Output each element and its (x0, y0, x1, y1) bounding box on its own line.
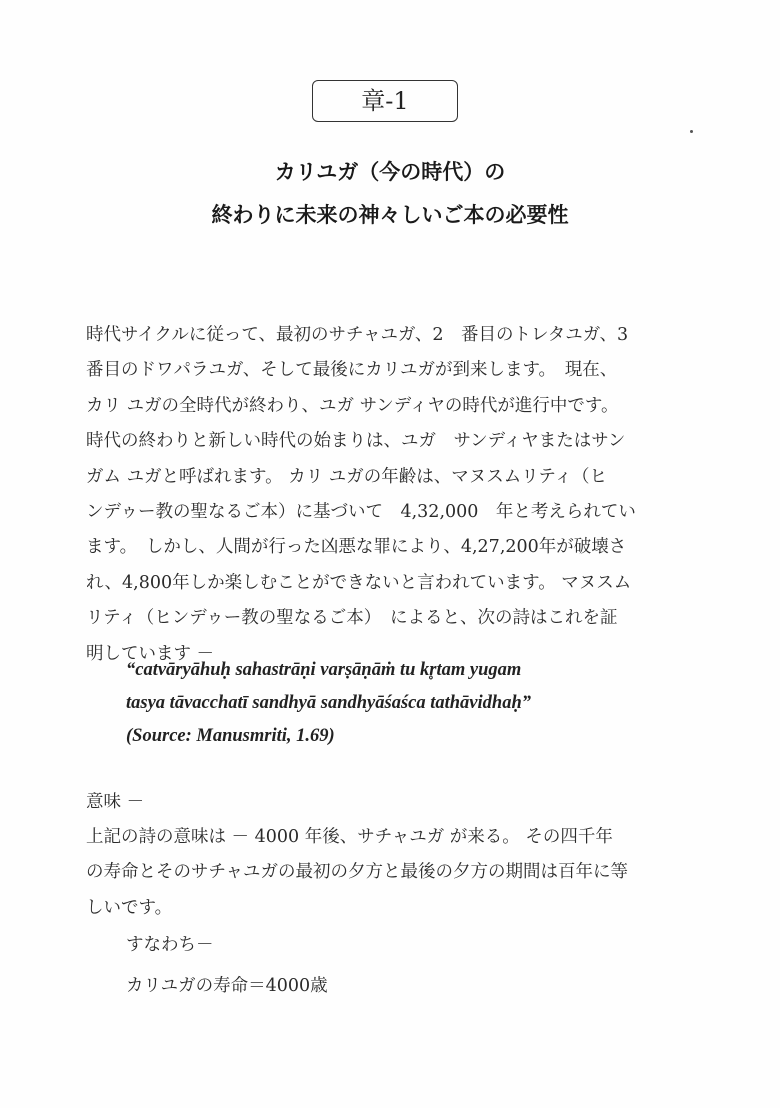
paragraph-line: の寿命とそのサチャユガの最初の夕方と最後の夕方の期間は百年に等 (86, 862, 628, 883)
paragraph-line: れ、4,800年しか楽しむことができないと言われています。 マヌスム (86, 572, 632, 593)
chapter-title-line-2: 終わりに未来の神々しいご本の必要性 (211, 203, 569, 227)
paragraph-line: しいです。 (86, 897, 173, 918)
paragraph-line: リティ（ヒンデゥー教の聖なるご本） によると、次の詩はこれを証 (86, 608, 618, 629)
quote-line-2: tasya tāvacchatī sandhyā sandhyāśaśca tathāvidhaḥ” (126, 693, 531, 713)
lifespan-equation: カリユガの寿命＝4000歳 (126, 976, 328, 996)
chapter-label: 章-1 (312, 80, 458, 122)
paragraph-line: ンデゥー教の聖なるご本）に基づいて 4,32,000 年と考えられてい (86, 502, 636, 522)
chapter-title-line-1: カリユガ（今の時代）の (274, 160, 506, 184)
paragraph-line: 時代の終わりと新しい時代の始まりは、ユガ サンディヤまたはサン (86, 431, 626, 452)
quote-line-1: “catvāryāhuḥ sahastrāṇi varṣāṇāṁ tu kr̥tam yugam (126, 660, 522, 680)
scan-speck (690, 130, 693, 133)
paragraph-line: カリ ユガの全時代が終わり、ユガ サンディヤの時代が進行中です。 (86, 395, 619, 416)
meaning-label: 意味 － (86, 792, 145, 812)
paragraph-line: ガム ユガと呼ばれます。 カリ ユガの年齢は、マヌスムリティ（ヒ (86, 466, 608, 487)
paragraph-line: 時代サイクルに従って、最初のサチャユガ、2 番目のトレタユガ、3 (86, 325, 629, 345)
paragraph-line: 上記の詩の意味は － 4000 年後、サチャユガ が来る。 その四千年 (86, 827, 613, 847)
paragraph-line: ます。 しかし、人間が行った凶悪な罪により、4,27,200年が破壊さ (86, 537, 627, 558)
paragraph-line: 番目のドワパラユガ、そして最後にカリユガが到来します。 現在、 (86, 360, 618, 381)
namely-label: すなわち－ (126, 935, 214, 955)
paragraph-line: 明しています － (86, 643, 215, 664)
quote-source: (Source: Manusmriti, 1.69) (126, 726, 335, 746)
